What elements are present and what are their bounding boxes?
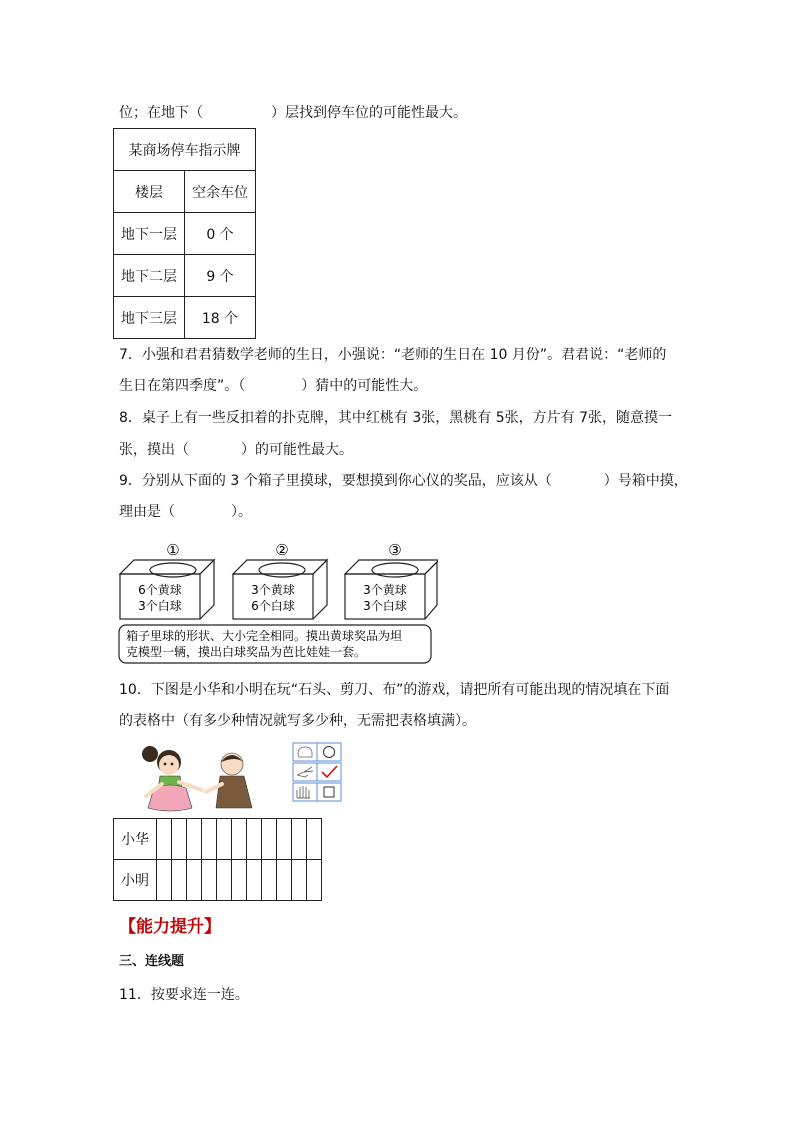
section-title: 三、连线题	[119, 954, 185, 969]
answer-cell[interactable]	[172, 860, 187, 901]
header-floor: 楼层	[114, 171, 185, 213]
q7-line-2: 生日在第四季度”。（ ）猜中的可能性大。	[119, 378, 428, 394]
box-note-line: 克模型一辆，摸出白球奖品为芭比娃娃一套。	[126, 645, 367, 659]
box-label: 6个白球	[251, 599, 295, 613]
answer-cell[interactable]	[187, 860, 202, 901]
box-label: 6个黄球	[138, 583, 182, 597]
answer-cell[interactable]	[157, 860, 172, 901]
box-2	[233, 541, 327, 619]
box-label: 3个白球	[138, 599, 182, 613]
q8-line-1: 8．桌子上有一些反扣着的扑克牌，其中红桃有 3张，黑桃有 5张，方片有 7张，随意摸一	[119, 410, 672, 426]
spaces-cell: 9 个	[185, 255, 256, 297]
answer-cell[interactable]	[157, 819, 172, 860]
q9-line-2: 理由是（ ）。	[119, 504, 252, 520]
q6-tail-line: 位；在地下（ ）层找到停车位的可能性最大。	[119, 105, 467, 121]
box-opening	[372, 563, 418, 577]
answer-cell[interactable]	[202, 819, 217, 860]
rps-legend	[292, 742, 344, 804]
answer-cell[interactable]	[262, 860, 277, 901]
player-name: 小华	[114, 819, 157, 860]
answer-cell[interactable]	[247, 860, 262, 901]
rock-hand-icon	[298, 747, 312, 757]
answer-cell[interactable]	[202, 860, 217, 901]
parking-table-title: 某商场停车指示牌	[114, 129, 256, 171]
children-playing-illustration	[124, 740, 274, 815]
floor-cell: 地下一层	[114, 213, 185, 255]
table-row	[114, 819, 322, 860]
box-number: ②	[275, 541, 289, 559]
q10-line-1: 10．下图是小华和小明在玩“石头、剪刀、布”的游戏，请把所有可能出现的情况填在下面	[119, 682, 670, 698]
box-1	[120, 541, 214, 619]
answer-cell[interactable]	[247, 819, 262, 860]
answer-cell[interactable]	[277, 860, 292, 901]
answer-cell[interactable]	[262, 819, 277, 860]
box-label: 3个白球	[363, 599, 407, 613]
q9-line-1: 9．分别从下面的 3 个箱子里摸球，要想摸到你心仪的奖品，应该从（ ）号箱中摸，	[119, 473, 688, 489]
rps-answer-table	[113, 818, 322, 901]
answer-cell[interactable]	[307, 860, 322, 901]
box-opening	[150, 563, 196, 577]
answer-cell[interactable]	[277, 819, 292, 860]
box-label: 3个黄球	[363, 583, 407, 597]
box-3	[345, 541, 438, 619]
section-heading: 【能力提升】	[119, 917, 221, 937]
floor-cell: 地下二层	[114, 255, 185, 297]
box-number: ①	[166, 541, 180, 559]
box-note-line: 箱子里球的形状、大小完全相同。摸出黄球奖品为坦	[126, 629, 403, 643]
answer-cell[interactable]	[217, 860, 232, 901]
spaces-cell: 18 个	[185, 297, 256, 339]
q7-line-1: 7．小强和君君猜数学老师的生日，小强说：“老师的生日在 10 月份”。君君说：“老师的	[119, 347, 667, 363]
header-spaces: 空余车位	[185, 171, 256, 213]
box-number: ③	[388, 541, 402, 559]
floor-cell: 地下三层	[114, 297, 185, 339]
q11-line: 11．按要求连一连。	[119, 987, 249, 1003]
answer-cell[interactable]	[292, 860, 307, 901]
answer-cell[interactable]	[187, 819, 202, 860]
answer-cell[interactable]	[172, 819, 187, 860]
player-name: 小明	[114, 860, 157, 901]
answer-cell[interactable]	[217, 819, 232, 860]
ball-boxes-figure	[118, 540, 438, 665]
answer-cell[interactable]	[307, 819, 322, 860]
table-row	[114, 860, 322, 901]
box-opening	[259, 563, 305, 577]
parking-sign-table	[113, 128, 256, 339]
answer-cell[interactable]	[292, 819, 307, 860]
box-label: 3个黄球	[251, 583, 295, 597]
q10-line-2: 的表格中（有多少种情况就写多少种，无需把表格填满）。	[119, 713, 476, 729]
q8-line-2: 张，摸出（ ）的可能性最大。	[119, 442, 353, 458]
answer-cell[interactable]	[232, 860, 247, 901]
answer-cell[interactable]	[232, 819, 247, 860]
box-note	[119, 625, 431, 663]
spaces-cell: 0 个	[185, 213, 256, 255]
